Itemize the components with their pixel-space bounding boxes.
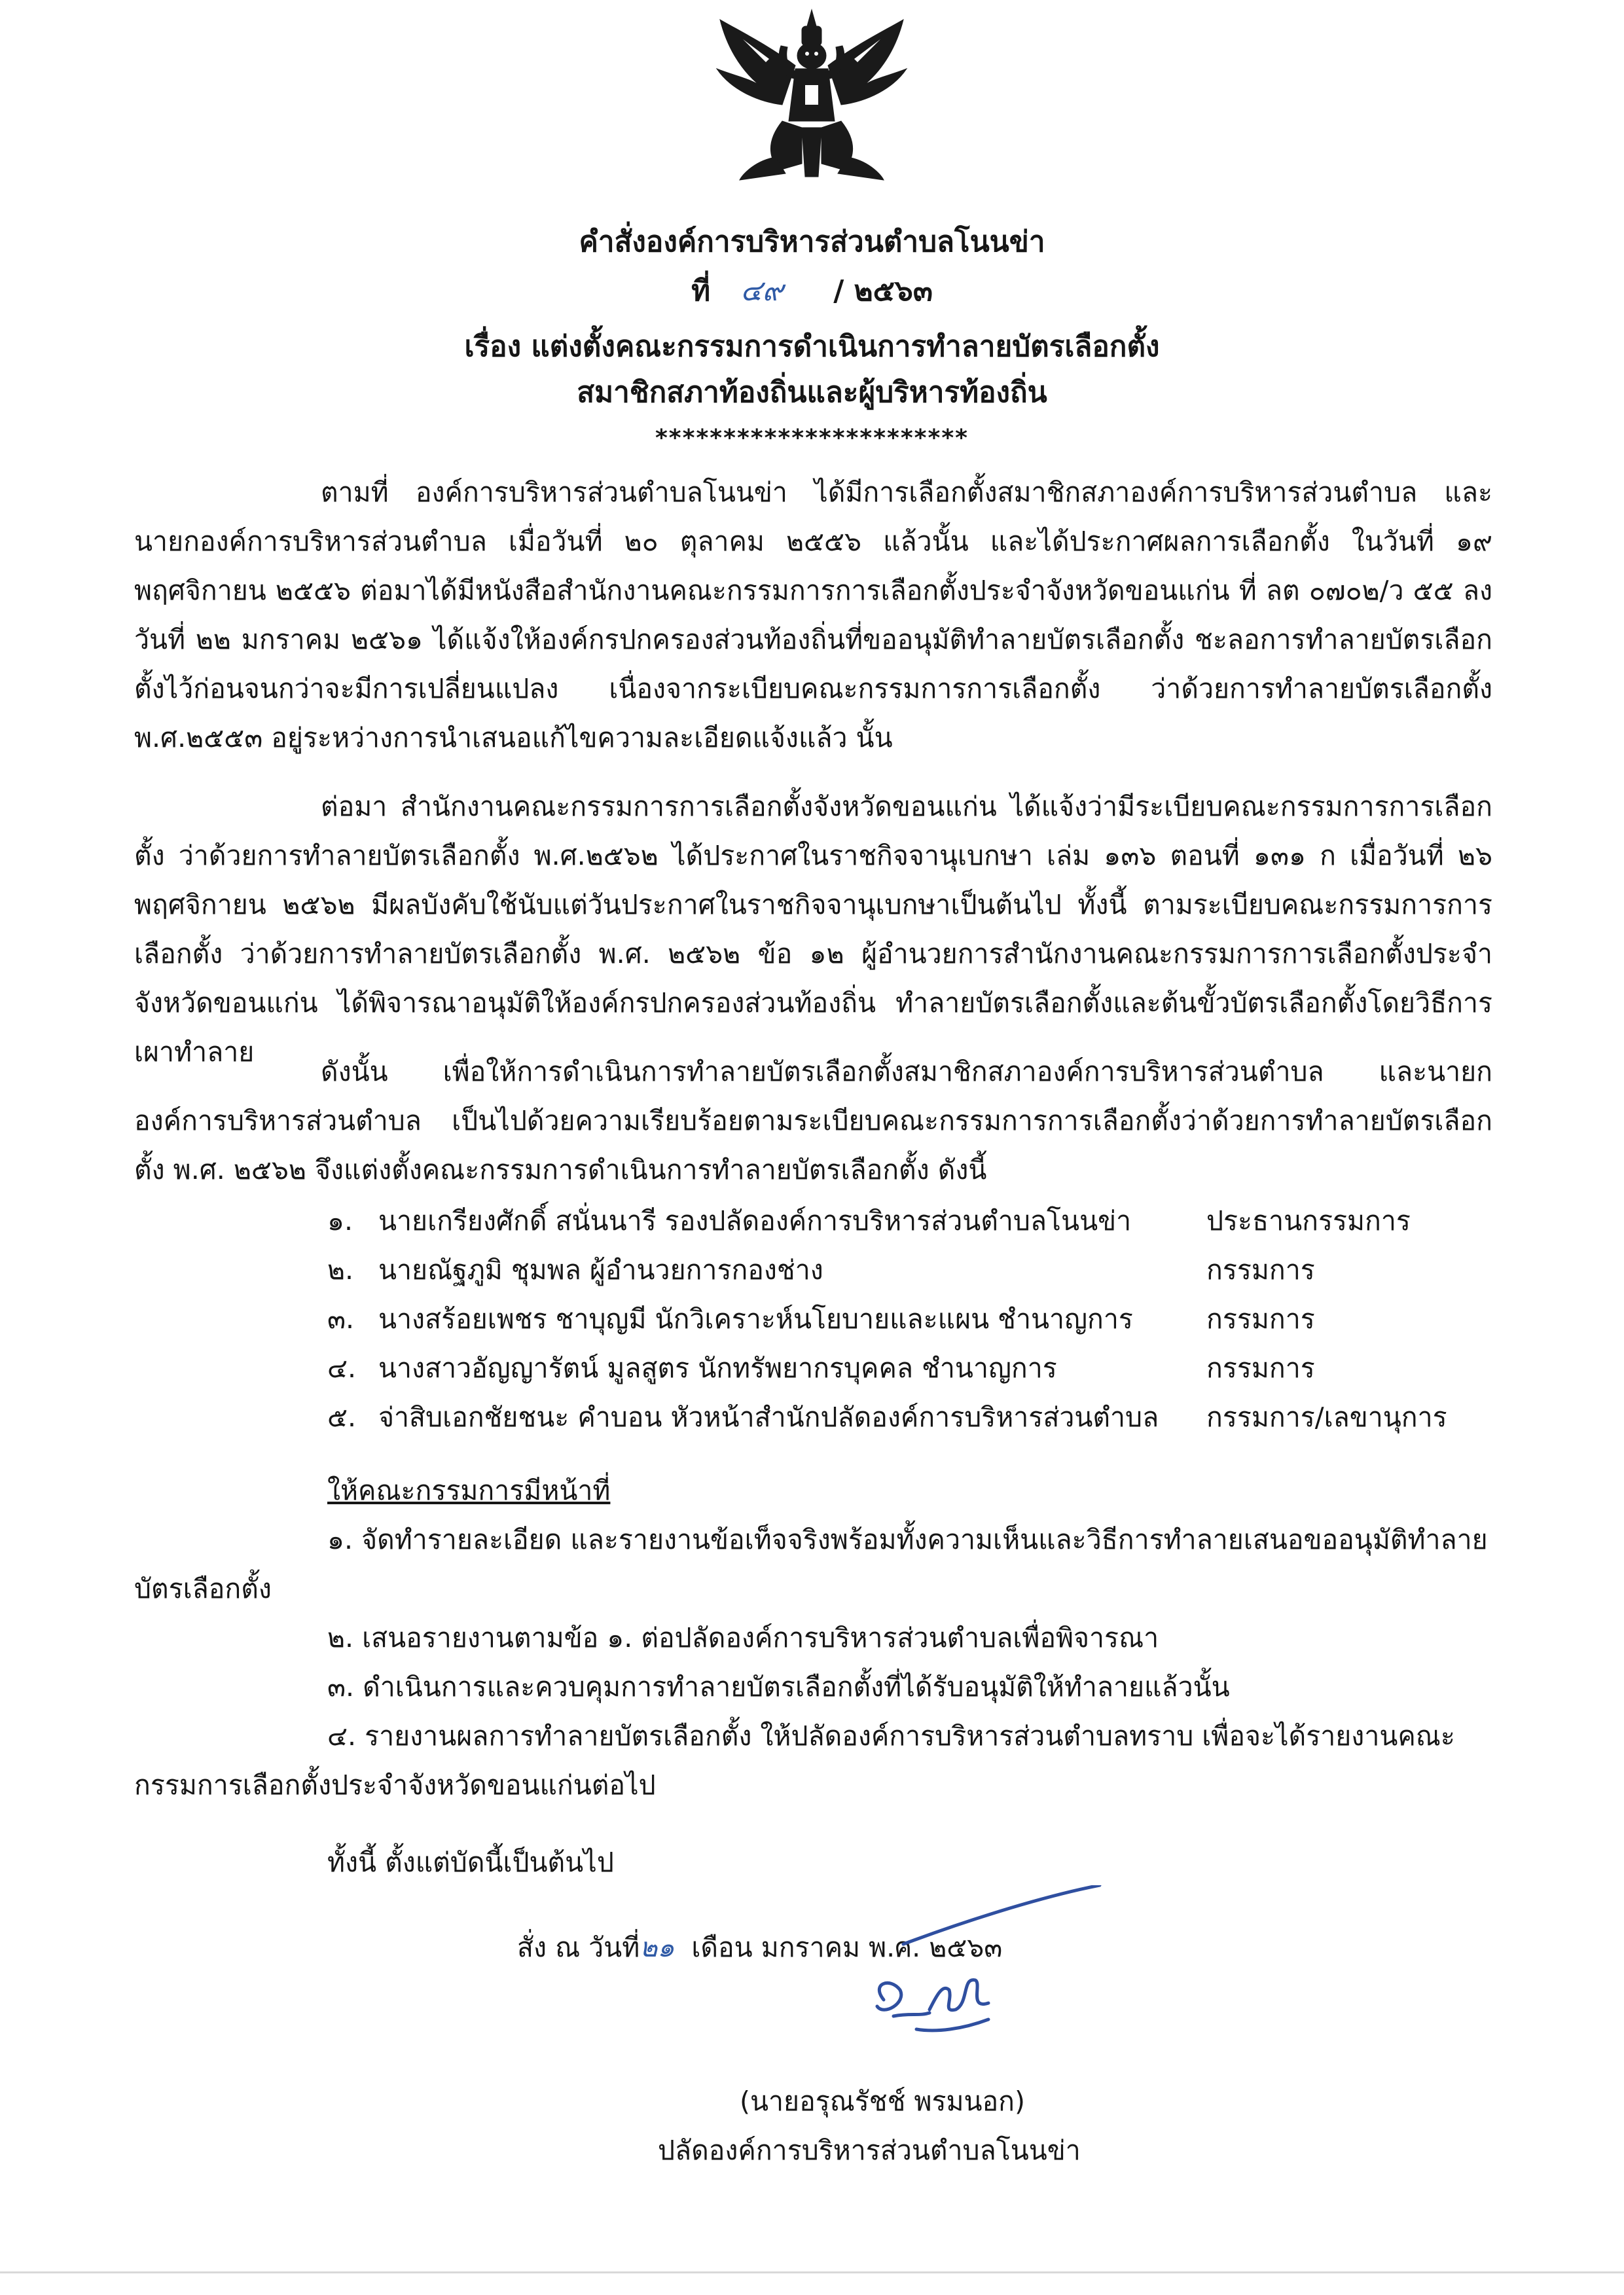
duty-item: ๔. รายงานผลการทำลายบัตรเลือกตั้ง ให้ปลัดองค์การบริหารส่วนตำบลทราบ เพื่อจะได้รายงานคณะกรรมการเลือกตั้งประจำจังหวัดขอนแก่นต่อไป <box>134 1720 1455 1801</box>
committee-name: นางสร้อยเพชร ชาบุญมี นักวิเคราะห์นโยบายและแผน ชำนาญการ <box>378 1303 1133 1335</box>
duties-heading: ให้คณะกรรมการมีหน้าที่ <box>327 1475 611 1506</box>
committee-role: กรรมการ <box>1206 1352 1315 1384</box>
order-number-handwritten: ๔๙ <box>740 274 784 308</box>
committee-role: ประธานกรรมการ <box>1206 1205 1411 1237</box>
committee-num: ๕. <box>327 1401 357 1433</box>
signatory-position: ปลัดองค์การบริหารส่วนตำบลโนนข่า <box>658 2135 1081 2166</box>
committee-name: นายเกรียงศักดิ์ สนั่นนารี รองปลัดองค์การบริหารส่วนตำบลโนนข่า <box>378 1205 1132 1237</box>
committee-name: นายณัฐภูมิ ชุมพล ผู้อำนวยการกองช่าง <box>378 1254 823 1286</box>
paragraph-1: ตามที่ องค์การบริหารส่วนตำบลโนนข่า ได้มีการเลือกตั้งสมาชิกสภาองค์การบริหารส่วนตำบล และนายกองค์การบริหารส่วนตำบล เมื่อวันที่ ๒๐ ตุลาคม ๒๕๕๖ แล้วนั้น และได้ประกาศผลการเลือกตั้ง ในวันที่ ๑๙ พฤศจิกายน ๒๕๕๖ ต่อมาได้มีหนังสือสำนักงานคณะกรรมการการเลือกตั้งประจำจังหวัดขอนแก่น ที่ ลต ๐๗๐๒/ว ๕๕ ลงวันที่ ๒๒ มกราคม ๒๕๖๑ ได้แจ้งให้องค์กรปกครองส่วนท้องถิ่นที่ขออนุมัติทำลายบัตรเลือกตั้ง ชะลอการทำลายบัตรเลือกตั้งไว้ก่อนจนกว่าจะมีการเปลี่ยนแปลง เนื่องจากระเบียบคณะกรรมการการเลือกตั้ง ว่าด้วยการทำลายบัตรเลือกตั้ง พ.ศ.๒๕๕๓ อยู่ระหว่างการนำเสนอแก้ไขความละเอียดแจ้งแล้ว นั้น <box>134 477 1492 753</box>
committee-role: กรรมการ/เลขานุการ <box>1206 1401 1447 1433</box>
duty-item: ๑. จัดทำรายละเอียด และรายงานข้อเท็จจริงพร้อมทั้งความเห็นและวิธีการทำลายเสนอขออนุมัติทำลายบัตรเลือกตั้ง <box>134 1524 1488 1604</box>
handwritten-signature-icon <box>838 1885 1126 2055</box>
duty-item: ๒. เสนอรายงานตามข้อ ๑. ต่อปลัดองค์การบริหารส่วนตำบลเพื่อพิจารณา <box>327 1622 1159 1653</box>
signatory-name: (นายอรุณรัชช์ พรมนอก) <box>740 2086 1026 2117</box>
order-number <box>0 272 1624 311</box>
order-date-prefix: สั่ง ณ วันที่ <box>517 1932 640 1963</box>
subject-line-2: สมาชิกสภาท้องถิ่นและผู้บริหารท้องถิ่น <box>577 376 1047 409</box>
paragraph-2: ต่อมา สำนักงานคณะกรรมการการเลือกตั้งจังหวัดขอนแก่น ได้แจ้งว่ามีระเบียบคณะกรรมการการเลือกตั้ง ว่าด้วยการทำลายบัตรเลือกตั้ง พ.ศ.๒๕๖๒ ได้ประกาศในราชกิจจานุเบกษา เล่ม ๑๓๖ ตอนที่ ๑๓๑ ก เมื่อวันที่ ๒๖ พฤศจิกายน ๒๕๖๒ มีผลบังคับใช้นับแต่วันประกาศในราชกิจจานุเบกษาเป็นต้นไป ทั้งนี้ ตามระเบียบคณะกรรมการการเลือกตั้ง ว่าด้วยการทำลายบัตรเลือกตั้ง พ.ศ. ๒๕๖๒ ข้อ ๑๒ ผู้อำนวยการสำนักงานคณะกรรมการการเลือกตั้งประจำจังหวัดขอนแก่น ได้พิจารณาอนุมัติให้องค์กรปกครองส่วนท้องถิ่น ทำลายบัตรเลือกตั้งและต้นขั้วบัตรเลือกตั้งโดยวิธีการเผาทำลาย <box>134 791 1492 1068</box>
committee-num: ๓. <box>327 1303 355 1335</box>
order-number-suffix: / ๒๕๖๓ <box>833 274 933 308</box>
order-date-suffix: เดือน มกราคม พ.ศ. ๒๕๖๓ <box>691 1932 1003 1963</box>
committee-name: จ่าสิบเอกชัยชนะ คำบอน หัวหน้าสำนักปลัดองค์การบริหารส่วนตำบล <box>378 1401 1159 1433</box>
duty-item: ๓. ดำเนินการและควบคุมการทำลายบัตรเลือกตั้งที่ได้รับอนุมัติให้ทำลายแล้วนั้น <box>327 1671 1230 1703</box>
closing-text: ทั้งนี้ ตั้งแต่บัดนี้เป็นต้นไป <box>327 1847 614 1878</box>
paragraph-3: ดังนั้น เพื่อให้การดำเนินการทำลายบัตรเลือกตั้งสมาชิกสภาองค์การบริหารส่วนตำบล และนายกองค์การบริหารส่วนตำบล เป็นไปด้วยความเรียบร้อยตามระเบียบคณะกรรมการการเลือกตั้งว่าด้วยการทำลายบัตรเลือกตั้ง พ.ศ. ๒๕๖๒ จึงแต่งตั้งคณะกรรมการดำเนินการทำลายบัตรเลือกตั้ง ดังนี้ <box>134 1056 1492 1185</box>
committee-num: ๑. <box>327 1205 353 1237</box>
order-number-prefix: ที่ <box>691 274 711 308</box>
committee-role: กรรมการ <box>1206 1254 1315 1286</box>
committee-num: ๔. <box>327 1352 357 1384</box>
committee-role: กรรมการ <box>1206 1303 1315 1335</box>
scan-edge-divider <box>0 2271 1624 2273</box>
header-divider: *********************** <box>655 425 969 452</box>
garuda-emblem-icon <box>704 7 920 183</box>
subject-line-1: เรื่อง แต่งตั้งคณะกรรมการดำเนินการทำลายบัตรเลือกตั้ง <box>464 330 1160 363</box>
committee-name: นางสาวอัญญารัตน์ มูลสูตร นักทรัพยากรบุคคล ชำนาญการ <box>378 1352 1057 1384</box>
document-title: คำสั่งองค์การบริหารส่วนตำบลโนนข่า <box>579 225 1045 259</box>
committee-num: ๒. <box>327 1254 354 1286</box>
order-date-day-handwritten: ๒๑ <box>640 1932 675 1963</box>
